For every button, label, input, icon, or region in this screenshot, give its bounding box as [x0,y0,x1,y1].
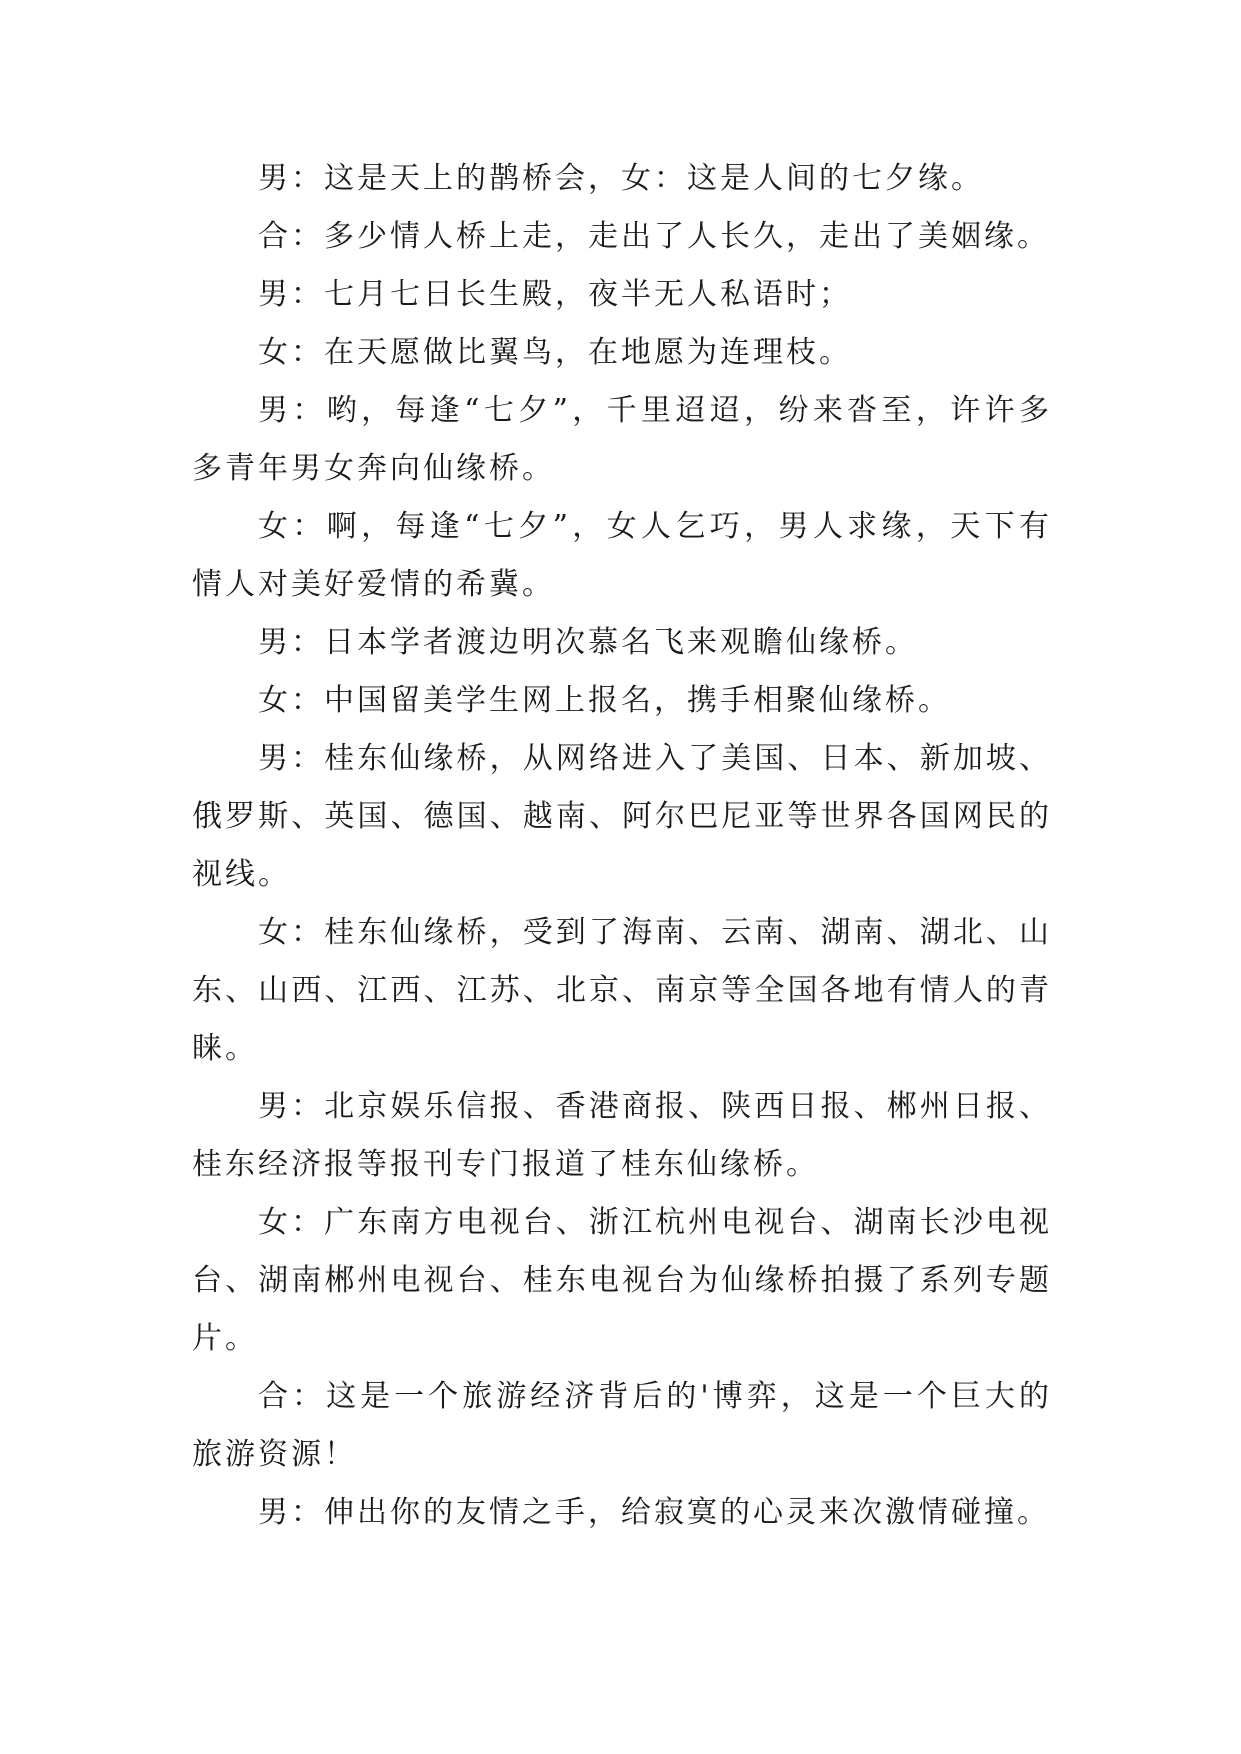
dialogue-line: 女：广东南方电视台、浙江杭州电视台、湖南长沙电视台、湖南郴州电视台、桂东电视台为仙缘桥拍摄了系列专题片。 [192,1205,1052,1356]
dialogue-line: 女：桂东仙缘桥，受到了海南、云南、湖南、湖北、山东、山西、江西、江苏、北京、南京等全国各地有情人的青睐。 [192,915,1052,1066]
dialogue-line: 男：北京娱乐信报、香港商报、陕西日报、郴州日报、桂东经济报等报刊专门报道了桂东仙缘桥。 [192,1089,1052,1182]
dialogue-line: 男：桂东仙缘桥，从网络进入了美国、日本、新加坡、俄罗斯、英国、德国、越南、阿尔巴尼亚等世界各国网民的视线。 [192,741,1052,892]
dialogue-line: 女：在天愿做比翼鸟，在地愿为连理枝。 [258,335,852,370]
dialogue-line: 合：这是一个旅游经济背后的'博弈，这是一个巨大的旅游资源！ [192,1379,1052,1472]
dialogue-line: 女：啊，每逢“七夕”，女人乞巧，男人求缘，天下有情人对美好爱情的希冀。 [192,509,1052,602]
dialogue-line: 男：七月七日长生殿，夜半无人私语时； [258,277,852,312]
document-page [192,150,1052,1542]
dialogue-line: 男：这是天上的鹊桥会，女：这是人间的七夕缘。 [258,161,984,196]
dialogue-line: 男：日本学者渡边明次慕名飞来观瞻仙缘桥。 [258,625,918,660]
dialogue-line: 男：哟，每逢“七夕”，千里迢迢，纷来沓至，许许多多青年男女奔向仙缘桥。 [192,393,1052,486]
dialogue-line: 合：多少情人桥上走，走出了人长久，走出了美姻缘。 [258,219,1050,254]
dialogue-line: 男：伸出你的友情之手，给寂寞的心灵来次激情碰撞。 [258,1495,1050,1530]
dialogue-line: 女：中国留美学生网上报名，携手相聚仙缘桥。 [258,683,951,718]
